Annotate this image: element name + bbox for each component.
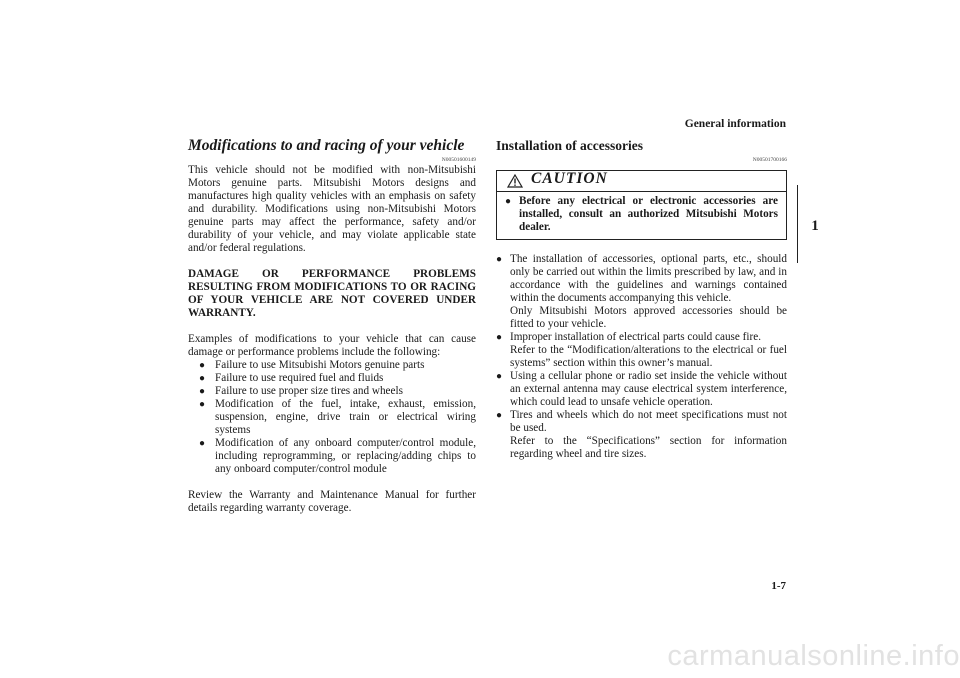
chapter-tab-divider [797, 185, 798, 263]
list-item: ● Improper installation of electrical parts could cause fire. Refer to the “Modification/alterations to the electrical or fuel systems” section within this owner’s manual. [496, 331, 787, 369]
section-heading-modifications: Modifications to and racing of your vehicle [188, 137, 465, 154]
caution-text: Before any electrical or electronic accessories are installed, consult an authorized Mitsubishi Motors dealer. [519, 195, 778, 233]
intro-paragraph: This vehicle should not be modified with non-Mitsubishi Motors genuine parts. Mitsubishi Motors designs and manufactures high quality vehicles with an emphasis on safety and durability. Modifications using non-Mitsubishi Motors genuine parts may affect the performance, safety and/or durability of your vehicle, and may violate applicable state and/or federal regulations. [188, 164, 476, 254]
examples-paragraph: Examples of modifications to your vehicle that can cause damage or performance problems include the following: [188, 333, 476, 358]
bullet-icon: ● [199, 399, 206, 410]
bullet-icon: ● [199, 386, 206, 397]
section-code: N00501700166 [752, 157, 787, 163]
list-item: ● Using a cellular phone or radio set inside the vehicle without an external antenna may cause electrical system interference, which could lead to unsafe vehicle operation. [496, 370, 787, 408]
bullet-icon: ● [496, 410, 503, 421]
chapter-tab-number: 1 [811, 218, 819, 234]
review-paragraph: Review the Warranty and Maintenance Manual for further details regarding warranty coverage. [188, 489, 476, 514]
left-column [188, 136, 476, 515]
caution-header [497, 171, 786, 192]
list-item: ● Modification of the fuel, intake, exhaust, emission, suspension, engine, drive train or electrical wiring systems [199, 398, 476, 436]
bullet-icon: ● [496, 332, 503, 343]
list-item: ● Tires and wheels which do not meet specifications must not be used. Refer to the “Specifications” section for information regarding wheel and tire sizes. [496, 409, 787, 460]
list-item: ● Failure to use Mitsubishi Motors genuine parts [199, 359, 425, 371]
modification-list [188, 359, 476, 476]
caution-label: CAUTION [531, 170, 608, 187]
list-item: ● The installation of accessories, optional parts, etc., should only be carried out within the limits prescribed by law, and in accordance with the guidelines and warnings contained within the documents accompanying this vehicle. Only Mitsubishi Motors approved accessories should be fitted to your vehicle. [496, 253, 787, 330]
page-number: 1-7 [771, 580, 786, 592]
caution-body [497, 192, 786, 239]
bullet-icon: ● [199, 373, 206, 384]
list-item: ● Failure to use proper size tires and wheels [199, 385, 403, 397]
warranty-warning: DAMAGE OR PERFORMANCE PROBLEMS RESULTING FROM MODIFICATIONS TO OR RACING OF YOUR VEHICLE ARE NOT COVERED UNDER WARRANTY. [188, 268, 476, 319]
bullet-icon: ● [496, 371, 503, 382]
bullet-icon: ● [505, 196, 512, 207]
bullet-icon: ● [496, 254, 503, 265]
section-code: N00501600149 [441, 157, 476, 163]
list-item: ● Modification of any onboard computer/control module, including reprogramming, or replacing/adding chips to any onboard computer/control module [199, 437, 476, 475]
warning-triangle-icon [507, 174, 523, 188]
site-watermark: carmanualsonline.info [667, 640, 960, 672]
right-column [496, 136, 787, 461]
list-item: ● Failure to use required fuel and fluids [199, 372, 384, 384]
caution-box [496, 170, 787, 240]
running-header: General information [684, 118, 786, 130]
section-heading-accessories: Installation of accessories [496, 138, 643, 153]
accessories-list [496, 253, 787, 461]
bullet-icon: ● [199, 360, 206, 371]
bullet-icon: ● [199, 438, 206, 449]
